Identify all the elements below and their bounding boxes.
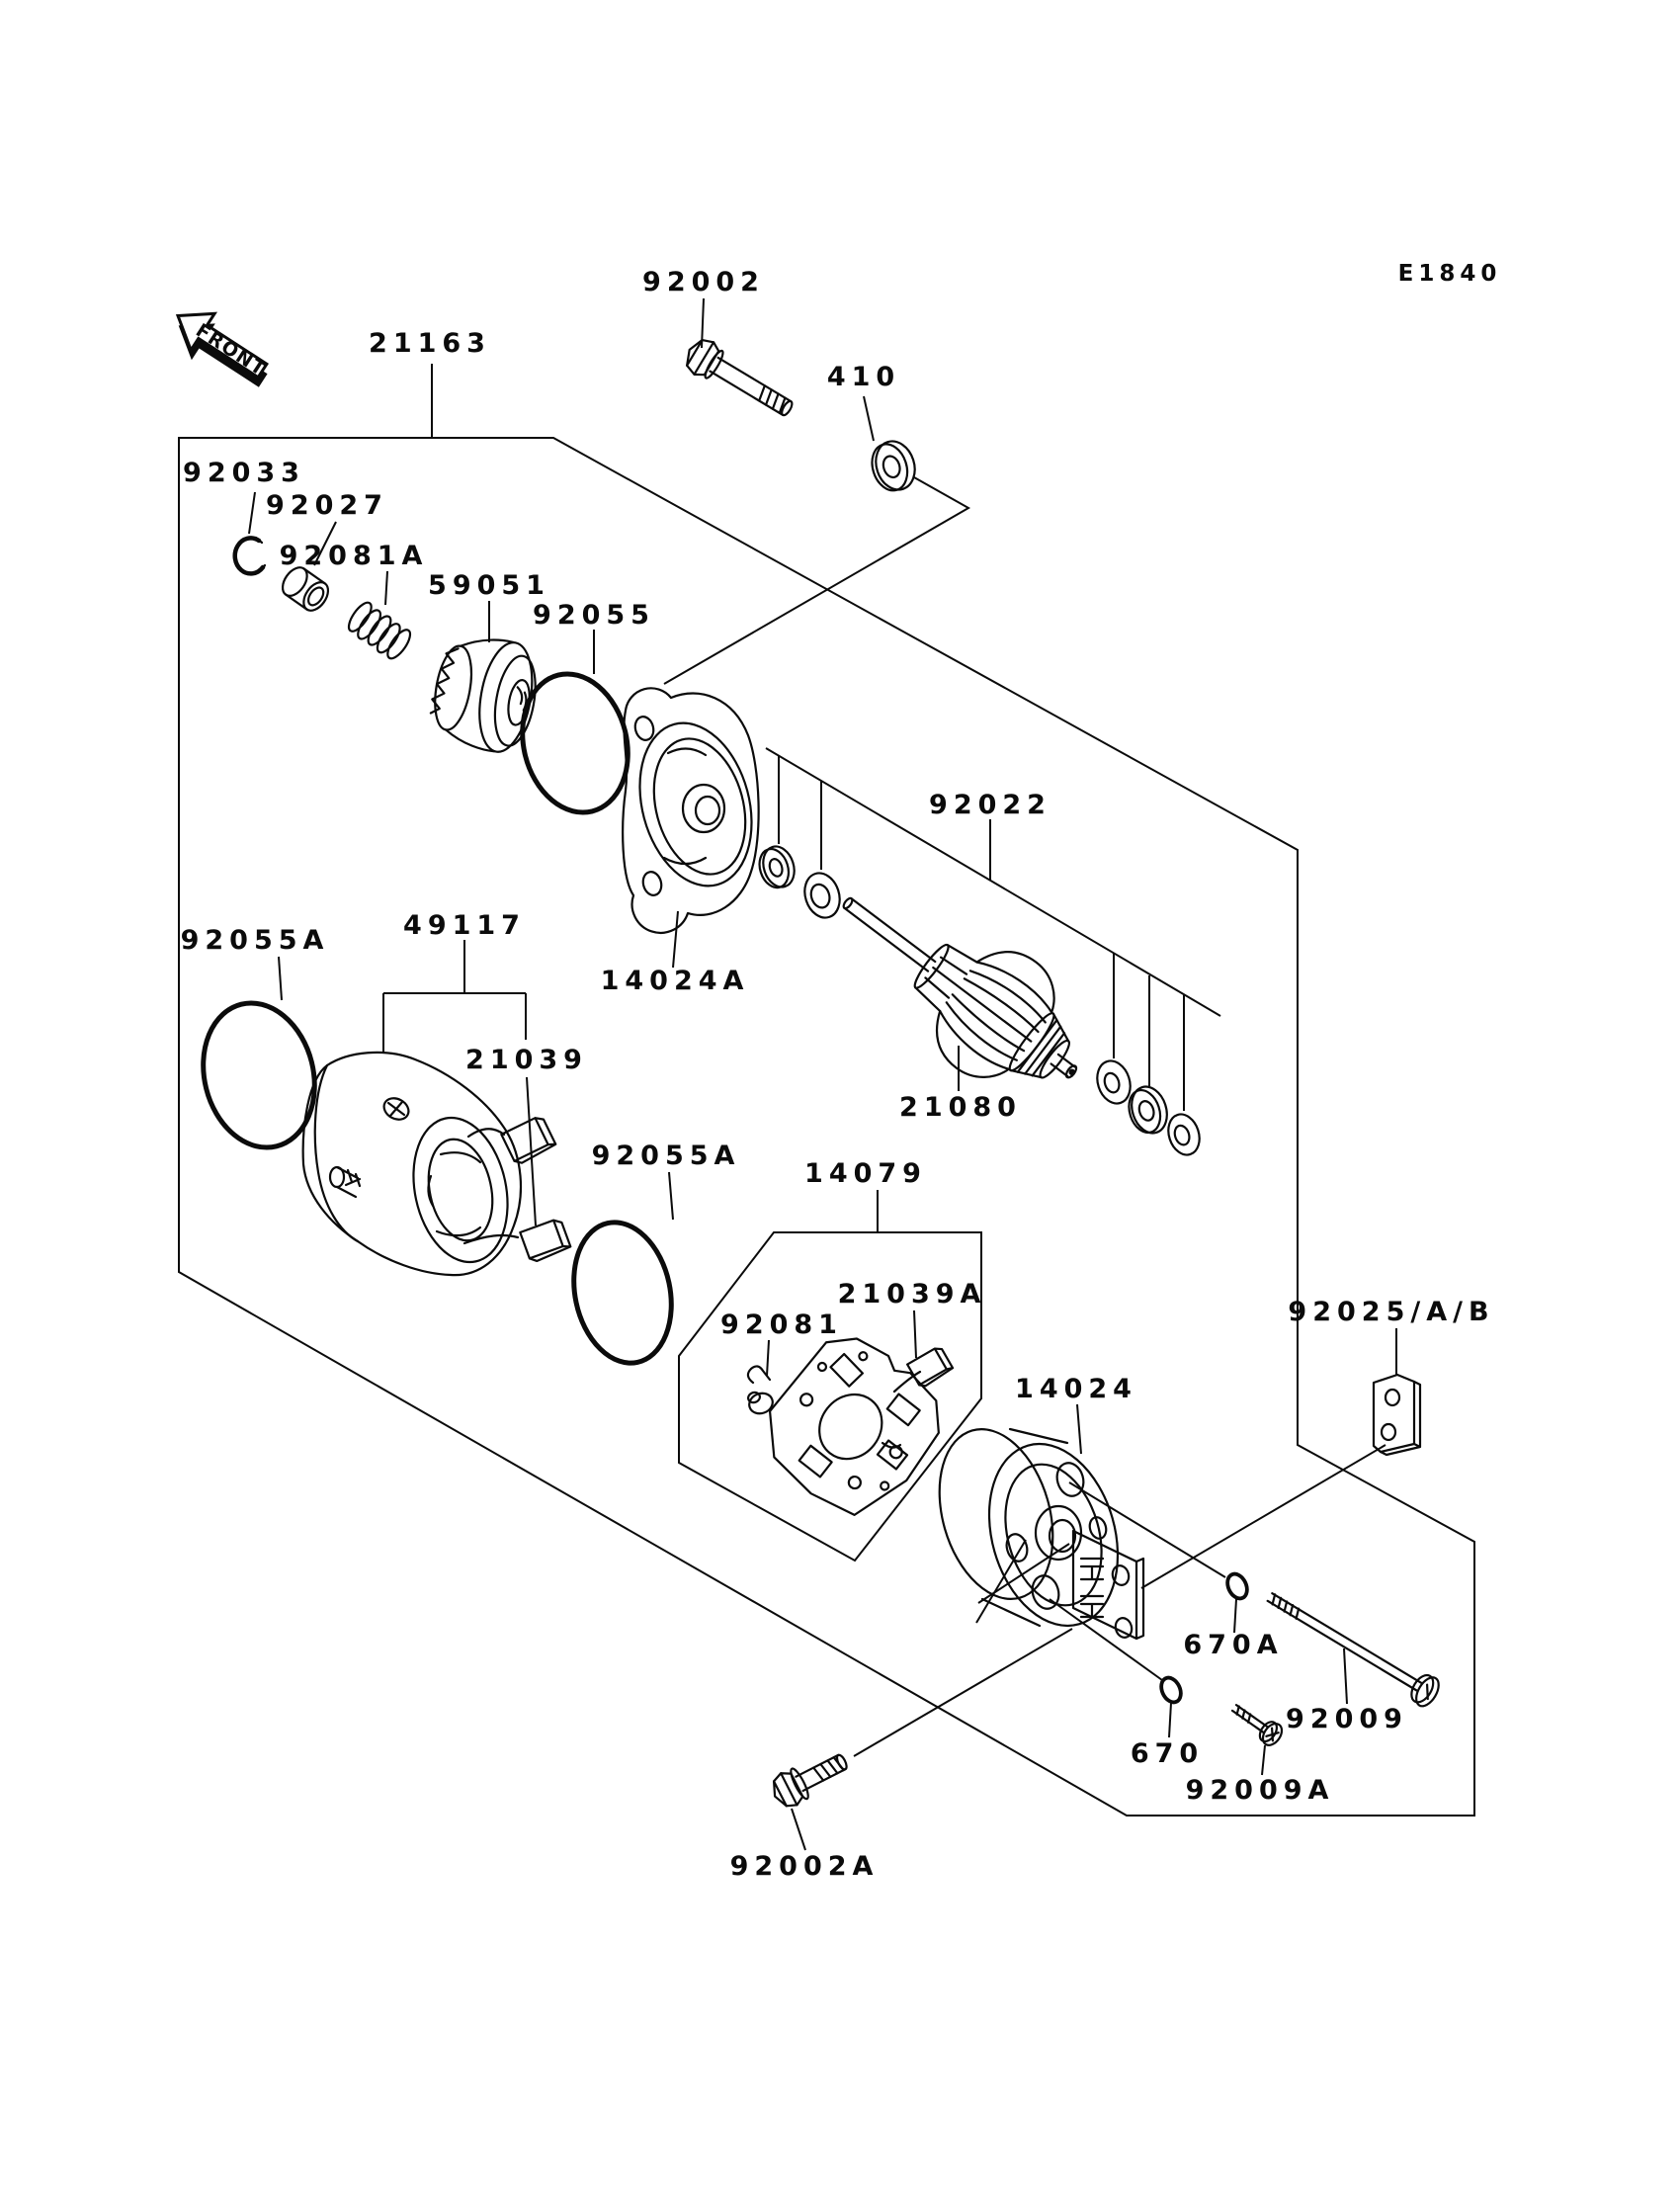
thrust-washer-pair — [754, 842, 845, 922]
part-label-14024a: 14024A — [600, 966, 750, 996]
part-label-14079: 14079 — [804, 1158, 927, 1189]
end-cover-14024 — [921, 1416, 1143, 1642]
part-label-14024: 14024 — [1015, 1374, 1137, 1404]
washer-410 — [866, 436, 920, 496]
part-label-92025-a-b: 92025/A/B — [1288, 1297, 1495, 1327]
circlip-92033 — [235, 538, 265, 573]
o-ring-670a — [1223, 1570, 1250, 1601]
part-label-92055a-left: 92055A — [180, 925, 330, 956]
part-label-410: 410 — [826, 362, 901, 392]
front-arrow-label: FRONT — [192, 319, 271, 381]
o-ring-92055a-lower — [561, 1214, 684, 1373]
part-label-92033: 92033 — [183, 458, 305, 488]
wire-connector-lower — [520, 1218, 571, 1263]
part-label-59051: 59051 — [428, 570, 550, 601]
part-label-92002: 92002 — [642, 267, 765, 297]
armature-21080 — [805, 849, 1114, 1127]
part-label-49117: 49117 — [403, 910, 526, 941]
part-label-21039: 21039 — [465, 1045, 588, 1075]
part-label-21163: 21163 — [369, 328, 491, 359]
shim-plate-92025 — [1374, 1375, 1420, 1455]
bolt-92002 — [680, 334, 799, 427]
part-label-670: 670 — [1130, 1738, 1205, 1769]
front-cover-14024a — [623, 688, 769, 933]
part-label-92027: 92027 — [266, 490, 388, 521]
screw-92009a — [1227, 1698, 1286, 1748]
front-direction-arrow — [162, 297, 280, 398]
part-label-92022: 92022 — [929, 790, 1051, 820]
leader-lines — [249, 298, 1396, 1850]
part-label-92081a: 92081A — [279, 541, 429, 571]
through-bolt-92009 — [1262, 1583, 1444, 1710]
diagram-code: E1840 — [1397, 261, 1502, 287]
part-label-92009a: 92009A — [1185, 1775, 1335, 1806]
part-label-670a: 670A — [1183, 1630, 1284, 1660]
part-label-92081: 92081 — [720, 1310, 843, 1340]
part-label-92009: 92009 — [1286, 1704, 1408, 1734]
part-label-92055a-lower: 92055A — [591, 1141, 741, 1171]
bolt-92002a — [767, 1744, 853, 1812]
part-label-21080: 21080 — [899, 1092, 1022, 1123]
pinion-gear-59051 — [425, 630, 544, 756]
part-label-21039a: 21039A — [837, 1279, 987, 1310]
spring-92081a — [344, 599, 414, 662]
o-ring-92055a-left — [189, 991, 330, 1159]
part-label-92002a: 92002A — [729, 1851, 880, 1882]
washer-set-92022 — [1092, 1056, 1205, 1158]
terminal-stud — [330, 1167, 360, 1197]
part-label-92055: 92055 — [533, 600, 655, 631]
